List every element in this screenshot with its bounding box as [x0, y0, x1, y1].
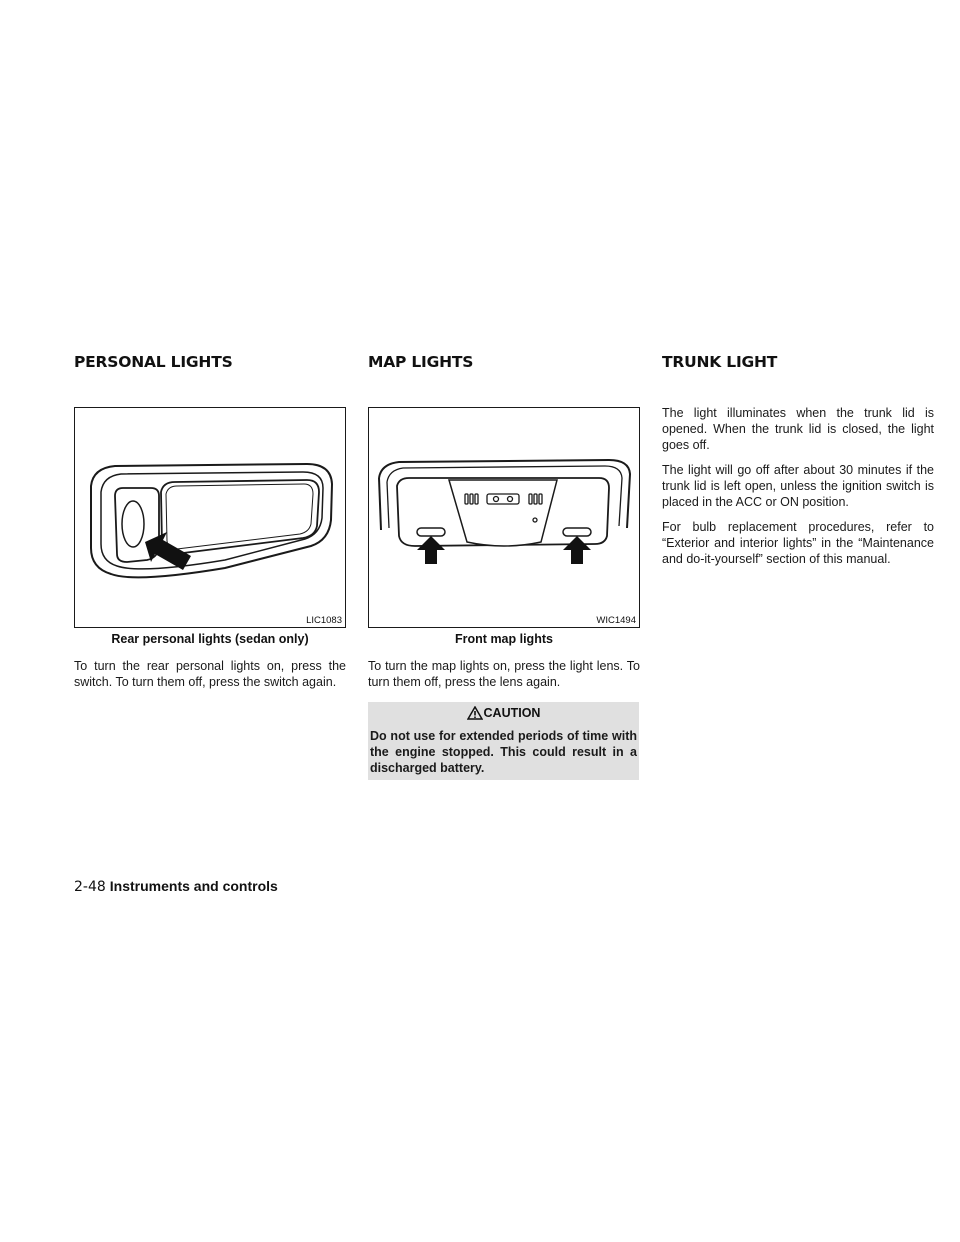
- rear-personal-light-illustration: [75, 408, 345, 627]
- caution-box: [368, 702, 639, 775]
- page-number: 2-48: [74, 879, 106, 895]
- figure-rear-personal-lights: [74, 407, 346, 628]
- paragraph: The light will go off after about 30 minutes if the trunk lid is left open, unless the ignition switch is placed in the ACC or ON position.: [662, 463, 934, 509]
- figure-code: LIC1083: [306, 615, 342, 626]
- heading-trunk-light: TRUNK LIGHT: [662, 353, 778, 371]
- trunk-light-body: [662, 405, 934, 576]
- heading-map-lights: MAP LIGHTS: [368, 353, 474, 371]
- personal-lights-body: [74, 658, 346, 699]
- front-map-light-illustration: [369, 408, 639, 627]
- figure-caption: Rear personal lights (sedan only): [111, 632, 309, 646]
- warning-triangle-icon: [467, 706, 483, 720]
- paragraph: To turn the rear personal lights on, press the switch. To turn them off, press the switch again.: [74, 659, 346, 689]
- paragraph: To turn the map lights on, press the light lens. To turn them off, press the lens again.: [368, 659, 640, 689]
- heading-personal-lights: PERSONAL LIGHTS: [74, 353, 233, 371]
- caution-header: [368, 702, 639, 724]
- paragraph: The light illuminates when the trunk lid is opened. When the trunk lid is closed, the light goes off.: [662, 406, 934, 452]
- figure-code: WIC1494: [596, 615, 636, 626]
- caution-text: Do not use for extended periods of time with the engine stopped. This could result in a discharged battery.: [368, 724, 639, 780]
- footer-section-title: Instruments and controls: [109, 878, 278, 894]
- page-footer: [74, 878, 278, 895]
- caution-title: CAUTION: [483, 706, 541, 720]
- figure-caption: Front map lights: [455, 632, 553, 646]
- map-lights-body: [368, 658, 640, 699]
- paragraph: For bulb replacement procedures, refer to “Exterior and interior lights” in the “Maintenance and do-it-yourself” section of this manual.: [662, 520, 934, 566]
- figure-front-map-lights: [368, 407, 640, 628]
